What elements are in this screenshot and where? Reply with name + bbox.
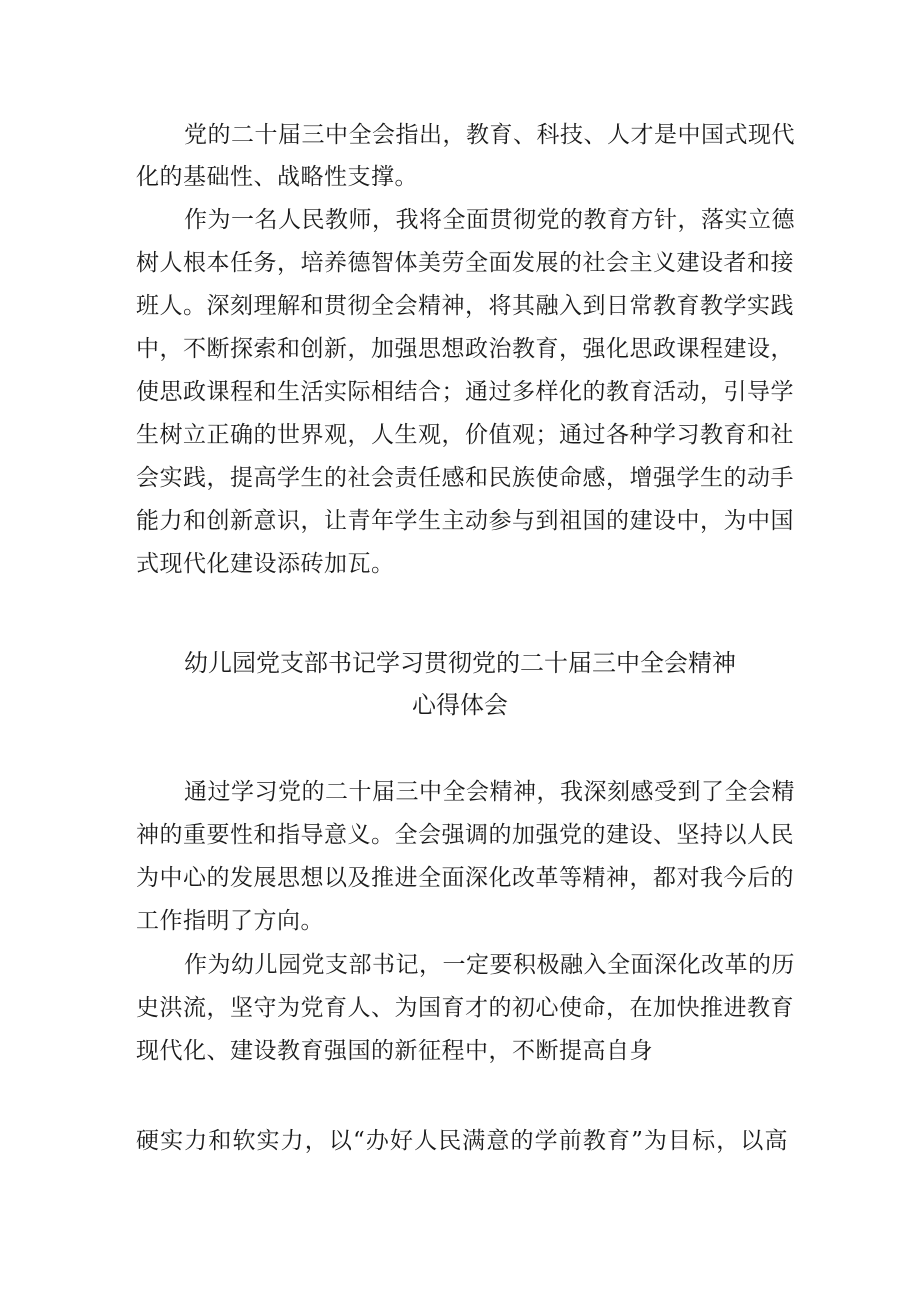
paragraph-line: 史洪流，坚守为党育人、为国育才的初心使命，在加快推进教育 xyxy=(136,995,794,1021)
paragraph-line: 党的二十届三中全会指出，教育、科技、人才是中国式现代 xyxy=(184,122,795,148)
paragraph-line: 作为一名人民教师，我将全面贯彻党的教育方针，落实立德 xyxy=(184,207,795,233)
paragraph-line: 树人根本任务，培养德智体美劳全面发展的社会主义建设者和接 xyxy=(136,250,794,276)
paragraph-line: 通过学习党的二十届三中全会精神，我深刻感受到了全会精 xyxy=(184,779,795,805)
paragraph-line: 班人。深刻理解和贯彻全会精神，将其融入到日常教育教学实践 xyxy=(136,293,794,319)
paragraph-line: 化的基础性、战略性支撑。 xyxy=(136,164,418,190)
paragraph-line: 式现代化建设添砖加瓦。 xyxy=(136,551,395,577)
paragraph-line: 能力和创新意识，让青年学生主动参与到祖国的建设中，为中国 xyxy=(136,508,794,534)
article-title-line-1: 幼儿园党支部书记学习贯彻党的二十届三中全会精神 xyxy=(184,649,736,677)
paragraph-line: 神的重要性和指导意义。全会强调的加强党的建设、坚持以人民 xyxy=(136,822,794,848)
paragraph-line: 生树立正确的世界观，人生观，价值观；通过各种学习教育和社 xyxy=(136,422,794,448)
paragraph-line: 工作指明了方向。 xyxy=(136,908,324,934)
paragraph-line: 现代化、建设教育强国的新征程中，不断提高自身 xyxy=(136,1038,653,1064)
paragraph-line: 会实践，提高学生的社会责任感和民族使命感，增强学生的动手 xyxy=(136,465,794,491)
paragraph-line: 中，不断探索和创新，加强思想政治教育，强化思政课程建设， xyxy=(136,336,794,362)
paragraph-line: 使思政课程和生活实际相结合；通过多样化的教育活动，引导学 xyxy=(136,379,794,405)
paragraph-line: 作为幼儿园党支部书记，一定要积极融入全面深化改革的历 xyxy=(184,952,795,978)
paragraph-line: 为中心的发展思想以及推进全面深化改革等精神，都对我今后的 xyxy=(136,865,794,891)
paragraph-line: 硬实力和软实力，以“办好人民满意的学前教育”为目标，以高 xyxy=(136,1128,788,1154)
article-title-line-2: 心得体会 xyxy=(412,691,508,719)
